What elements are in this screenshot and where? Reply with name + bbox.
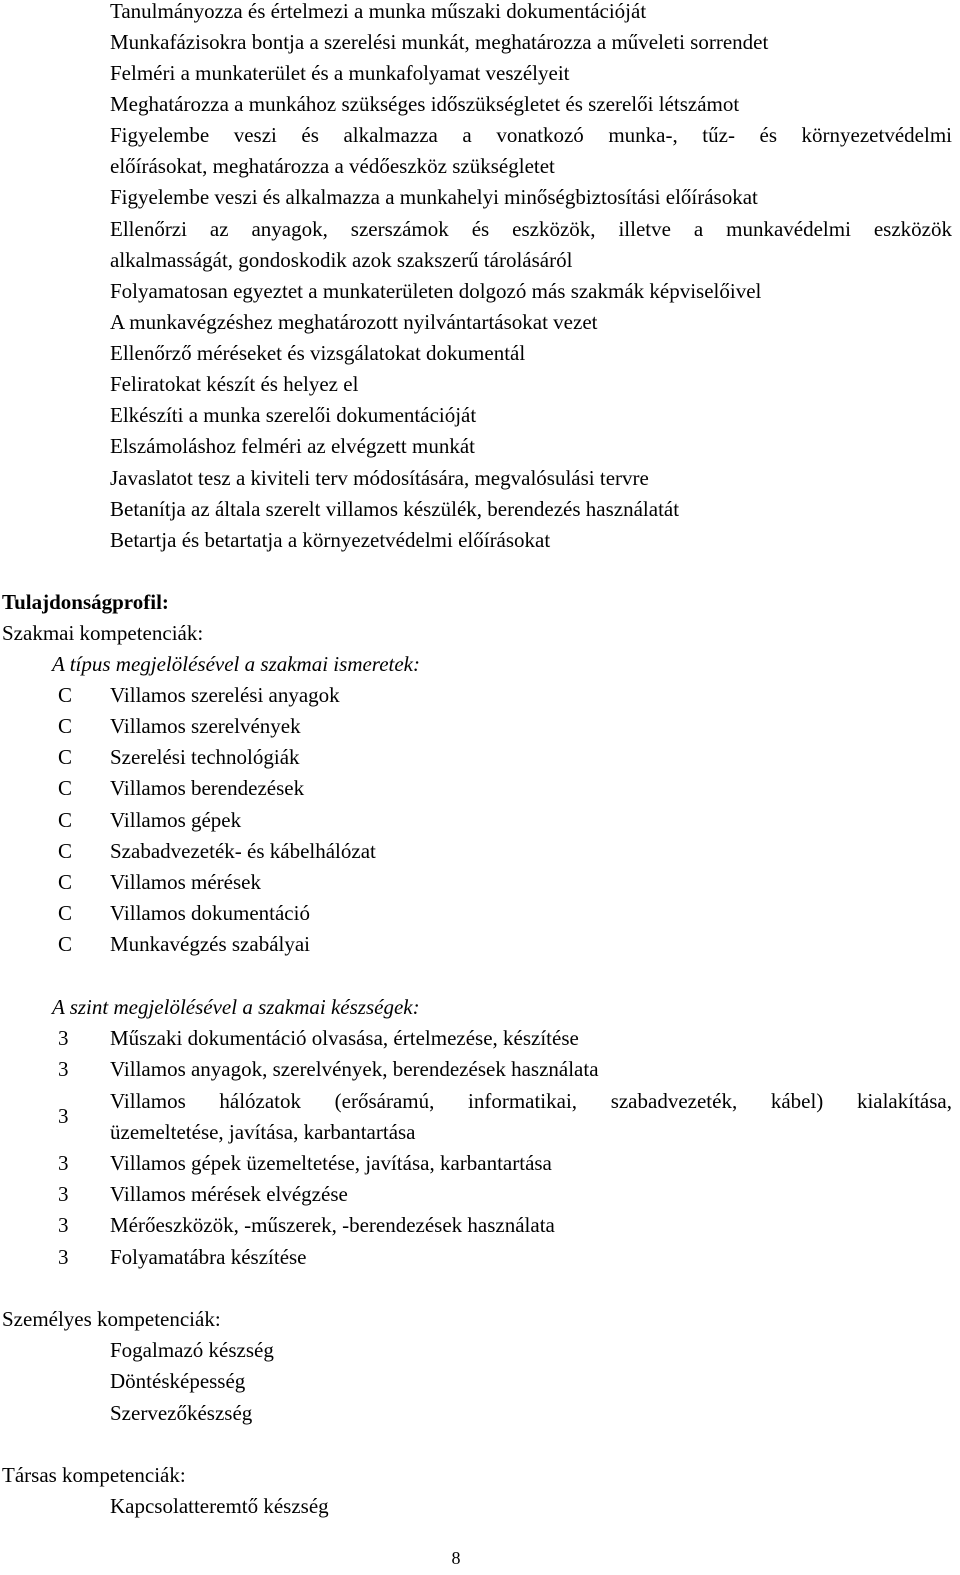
skill-item: Folyamatábra készítése: [110, 1245, 307, 1269]
skill-code: 3: [58, 1104, 69, 1128]
task-line: Ellenőrző méréseket és vizsgálatokat dokumentál: [110, 341, 526, 365]
task-line: Ellenőrzi az anyagok, szerszámok és eszközök, illetve a munkavédelmi eszközök: [110, 217, 952, 241]
knowledge-code: C: [58, 745, 73, 769]
personal-competencies-label: Személyes kompetenciák:: [2, 1307, 221, 1331]
personal-item: Szervezőkészség: [110, 1401, 253, 1425]
knowledge-item: Villamos szerelési anyagok: [110, 683, 340, 707]
knowledge-item: Villamos szerelvények: [110, 714, 301, 738]
knowledge-code: C: [58, 932, 73, 956]
personal-item: Döntésképesség: [110, 1369, 246, 1393]
task-line: Felméri a munkaterület és a munkafolyamat veszélyeit: [110, 61, 570, 85]
skill-item-continuation: üzemeltetése, javítása, karbantartása: [110, 1120, 416, 1144]
skill-item: Műszaki dokumentáció olvasása, értelmezése, készítése: [110, 1026, 579, 1050]
skill-code: 3: [58, 1057, 69, 1081]
task-line: Feliratokat készít és helyez el: [110, 372, 359, 396]
skill-code: 3: [58, 1182, 69, 1206]
task-line: Tanulmányozza és értelmezi a munka műszaki dokumentációját: [110, 0, 647, 23]
task-line: Munkafázisokra bontja a szerelési munkát, meghatározza a műveleti sorrendet: [110, 30, 769, 54]
knowledge-item: Villamos gépek: [110, 808, 242, 832]
personal-item: Fogalmazó készség: [110, 1338, 274, 1362]
knowledge-code: C: [58, 808, 73, 832]
task-line: Figyelembe veszi és alkalmazza a vonatkozó munka-, tűz- és környezetvédelmi: [110, 123, 952, 147]
knowledge-code: C: [58, 683, 73, 707]
knowledge-code: C: [58, 870, 73, 894]
task-line: Betanítja az általa szerelt villamos készülék, berendezés használatát: [110, 497, 680, 521]
profile-title: Tulajdonságprofil:: [2, 590, 169, 614]
skill-code: 3: [58, 1151, 69, 1175]
task-line: A munkavégzéshez meghatározott nyilvántartásokat vezet: [110, 310, 598, 334]
task-line: Meghatározza a munkához szükséges időszükségletet és szerelői létszámot: [110, 92, 740, 116]
social-competencies-label: Társas kompetenciák:: [2, 1463, 186, 1487]
skills-heading: A szint megjelölésével a szakmai készségek:: [52, 995, 420, 1019]
skill-item: Mérőeszközök, -műszerek, -berendezések használata: [110, 1213, 555, 1237]
knowledge-heading: A típus megjelölésével a szakmai ismeretek:: [52, 652, 420, 676]
skill-item: Villamos mérések elvégzése: [110, 1182, 348, 1206]
skill-item: Villamos hálózatok (erősáramú, informatikai, szabadvezeték, kábel) kialakítása,: [110, 1089, 952, 1113]
task-line: Figyelembe veszi és alkalmazza a munkahelyi minőségbiztosítási előírásokat: [110, 185, 758, 209]
task-line: Betartja és betartatja a környezetvédelmi előírásokat: [110, 528, 551, 552]
knowledge-item: Szerelési technológiák: [110, 745, 300, 769]
knowledge-code: C: [58, 839, 73, 863]
page-number: 8: [451, 1548, 461, 1568]
knowledge-item: Villamos dokumentáció: [110, 901, 310, 925]
task-line: előírásokat, meghatározza a védőeszköz szükségletet: [110, 154, 555, 178]
knowledge-item: Munkavégzés szabályai: [110, 932, 311, 956]
knowledge-item: Szabadvezeték- és kábelhálózat: [110, 839, 376, 863]
task-line: Elkészíti a munka szerelői dokumentációját: [110, 403, 477, 427]
skill-code: 3: [58, 1213, 69, 1237]
skill-code: 3: [58, 1245, 69, 1269]
knowledge-item: Villamos mérések: [110, 870, 261, 894]
skill-item: Villamos gépek üzemeltetése, javítása, karbantartása: [110, 1151, 552, 1175]
skill-code: 3: [58, 1026, 69, 1050]
knowledge-code: C: [58, 901, 73, 925]
knowledge-code: C: [58, 776, 73, 800]
task-line: Javaslatot tesz a kiviteli terv módosítására, megvalósulási tervre: [110, 466, 649, 490]
professional-competencies-label: Szakmai kompetenciák:: [2, 621, 204, 645]
task-line: alkalmasságát, gondoskodik azok szakszerű tárolásáról: [110, 248, 573, 272]
task-line: Folyamatosan egyeztet a munkaterületen dolgozó más szakmák képviselőivel: [110, 279, 762, 303]
knowledge-item: Villamos berendezések: [110, 776, 305, 800]
social-item: Kapcsolatteremtő készség: [110, 1494, 329, 1518]
knowledge-code: C: [58, 714, 73, 738]
skill-item: Villamos anyagok, szerelvények, berendezések használata: [110, 1057, 599, 1081]
task-line: Elszámoláshoz felméri az elvégzett munkát: [110, 434, 476, 458]
